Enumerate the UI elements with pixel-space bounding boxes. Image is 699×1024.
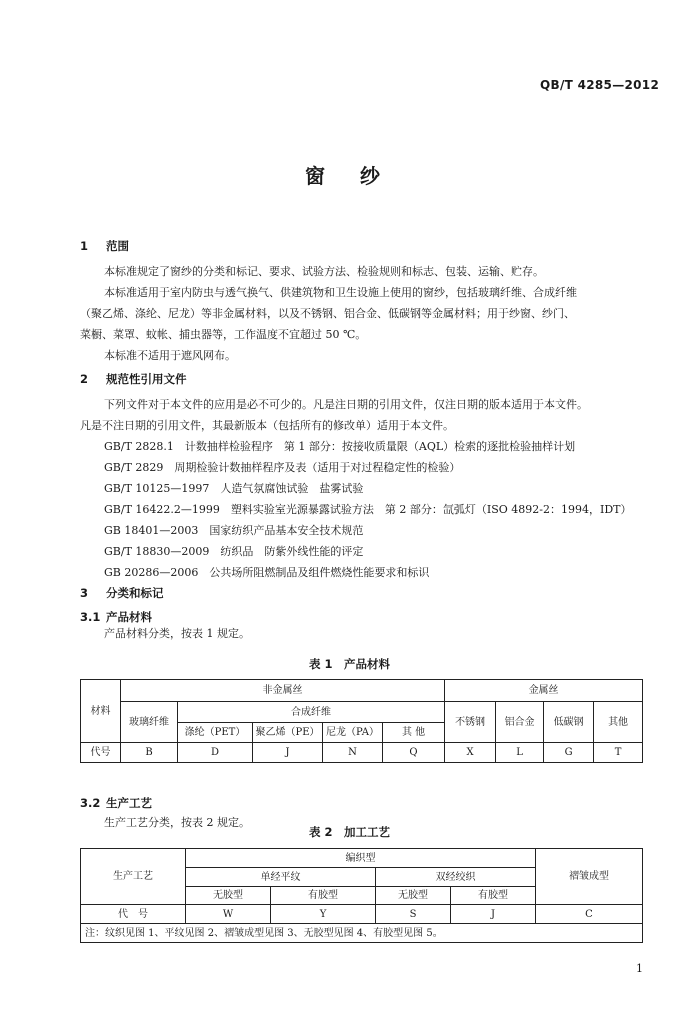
scope-paragraph-2-line-1: 本标准适用于室内防虫与透气换气、供建筑物和卫生设施上使用的窗纱，包括玻璃纤维、合成纤维 <box>104 286 577 299</box>
section-3-2-title: 生产工艺 <box>106 796 152 810</box>
section-1-heading <box>80 238 129 254</box>
page-number: 1 <box>636 962 643 975</box>
table-2-binder: 有胶型 <box>451 887 536 905</box>
table-2-caption: 表 2 加工工艺 <box>308 825 390 839</box>
table-1-pet: 涤纶（PET） <box>178 723 253 743</box>
table-1-caption: 表 1 产品材料 <box>308 657 390 671</box>
section-1-title: 范围 <box>106 239 129 253</box>
table-1-code: T <box>594 743 643 763</box>
table-2-no-binder: 无胶型 <box>376 887 451 905</box>
table-2-code: C <box>536 905 643 924</box>
section-3-title: 分类和标记 <box>106 586 164 600</box>
table-2-code: S <box>376 905 451 924</box>
table-1-code: Q <box>383 743 445 763</box>
table-2-processes <box>80 848 643 943</box>
table-2-folded: 褶皱成型 <box>536 849 643 905</box>
section-3-number: 3 <box>80 586 89 600</box>
reference-item: GB/T 2829 周期检验计数抽样程序及表（适用于对过程稳定性的检验） <box>104 461 461 474</box>
table-2-code-label: 代 号 <box>81 905 186 924</box>
class-3-1-text: 产品材料分类，按表 1 规定。 <box>104 627 250 640</box>
table-1-nonmetal-header: 非金属丝 <box>121 680 445 702</box>
table-1-metal-header: 金属丝 <box>445 680 643 702</box>
table-1-code: D <box>178 743 253 763</box>
table-1-pa: 尼龙（PA） <box>323 723 383 743</box>
reference-item: GB/T 10125—1997 人造气氛腐蚀试验 盐雾试验 <box>104 482 364 495</box>
reference-item: GB 18401—2003 国家纺织产品基本安全技术规范 <box>104 524 364 537</box>
scope-paragraph-3: 本标准不适用于遮风网布。 <box>104 349 236 362</box>
section-2-number: 2 <box>80 372 89 386</box>
reference-item: GB/T 16422.2—1999 塑料实验室光源暴露试验方法 第 2 部分：氙弧灯（ISO 4892-2：1994，IDT） <box>104 503 632 516</box>
section-3-heading <box>80 585 164 601</box>
standard-code: QB/T 4285—2012 <box>540 78 660 92</box>
normative-intro-line-2: 凡是不注日期的引用文件，其最新版本（包括所有的修改单）适用于本文件。 <box>80 419 454 432</box>
table-1-metal-other: 其他 <box>594 702 643 743</box>
normative-intro-line-1: 下列文件对于本文件的应用是必不可少的。凡是注日期的引用文件，仅注日期的版本适用于本文件。 <box>104 398 588 411</box>
section-3-2-heading <box>80 795 152 811</box>
reference-item: GB/T 18830—2009 纺织品 防紫外线性能的评定 <box>104 545 364 558</box>
table-2-code: W <box>186 905 271 924</box>
scope-paragraph-2-line-3: 菜橱、菜罩、蚊帐、捕虫器等，工作温度不宜超过 50 ℃。 <box>80 328 367 341</box>
table-2-no-binder: 无胶型 <box>186 887 271 905</box>
table-1-code-label: 代号 <box>81 743 121 763</box>
section-1-number: 1 <box>80 239 89 253</box>
table-1-materials <box>80 679 643 763</box>
table-1-pe: 聚乙烯（PE） <box>253 723 323 743</box>
table-1-code: B <box>121 743 178 763</box>
section-3-1-number: 3.1 <box>80 610 101 624</box>
table-2-double-warp: 双经绞织 <box>376 868 536 887</box>
table-2-single-warp: 单经平纹 <box>186 868 376 887</box>
table-2-binder: 有胶型 <box>271 887 376 905</box>
table-2-code: Y <box>271 905 376 924</box>
section-3-1-title: 产品材料 <box>106 610 152 624</box>
table-1-material-header: 材料 <box>81 680 121 743</box>
reference-item: GB/T 2828.1 计数抽样检验程序 第 1 部分：按接收质量限（AQL）检索的逐批检验抽样计划 <box>104 440 576 453</box>
table-1-stainless: 不锈钢 <box>445 702 496 743</box>
table-1-glass-fiber: 玻璃纤维 <box>121 702 178 743</box>
scope-paragraph-2-line-2: （聚乙烯、涤纶、尼龙）等非金属材料，以及不锈钢、铝合金、低碳钢等金属材料；用于纱窗、纱门、 <box>80 307 575 320</box>
table-2-code: J <box>451 905 536 924</box>
table-1-low-carbon: 低碳钢 <box>544 702 594 743</box>
table-1-alloy: 铝合金 <box>496 702 544 743</box>
scope-paragraph-1: 本标准规定了窗纱的分类和标记、要求、试验方法、检验规则和标志、包装、运输、贮存。 <box>104 265 544 278</box>
table-1-code: L <box>496 743 544 763</box>
table-1-code: N <box>323 743 383 763</box>
table-1-code: X <box>445 743 496 763</box>
table-1-code: J <box>253 743 323 763</box>
table-2-process-header: 生产工艺 <box>81 849 186 905</box>
section-2-title: 规范性引用文件 <box>106 372 187 386</box>
section-3-2-number: 3.2 <box>80 796 101 810</box>
table-2-woven-header: 编织型 <box>186 849 536 868</box>
section-2-heading <box>80 371 187 387</box>
table-1-synthetic-other: 其 他 <box>383 723 445 743</box>
class-3-2-text-line: 生产工艺分类，按表 2 规定。 <box>104 816 250 829</box>
reference-item: GB 20286—2006 公共场所阻燃制品及组件燃烧性能要求和标识 <box>104 566 430 579</box>
table-1-code: G <box>544 743 594 763</box>
table-1-synthetic-header: 合成纤维 <box>178 702 445 723</box>
document-title: 窗 纱 <box>305 164 394 188</box>
table-2-note: 注：纹织见图 1、平纹见图 2、褶皱成型见图 3、无胶型见图 4、有胶型见图 5。 <box>81 924 643 943</box>
